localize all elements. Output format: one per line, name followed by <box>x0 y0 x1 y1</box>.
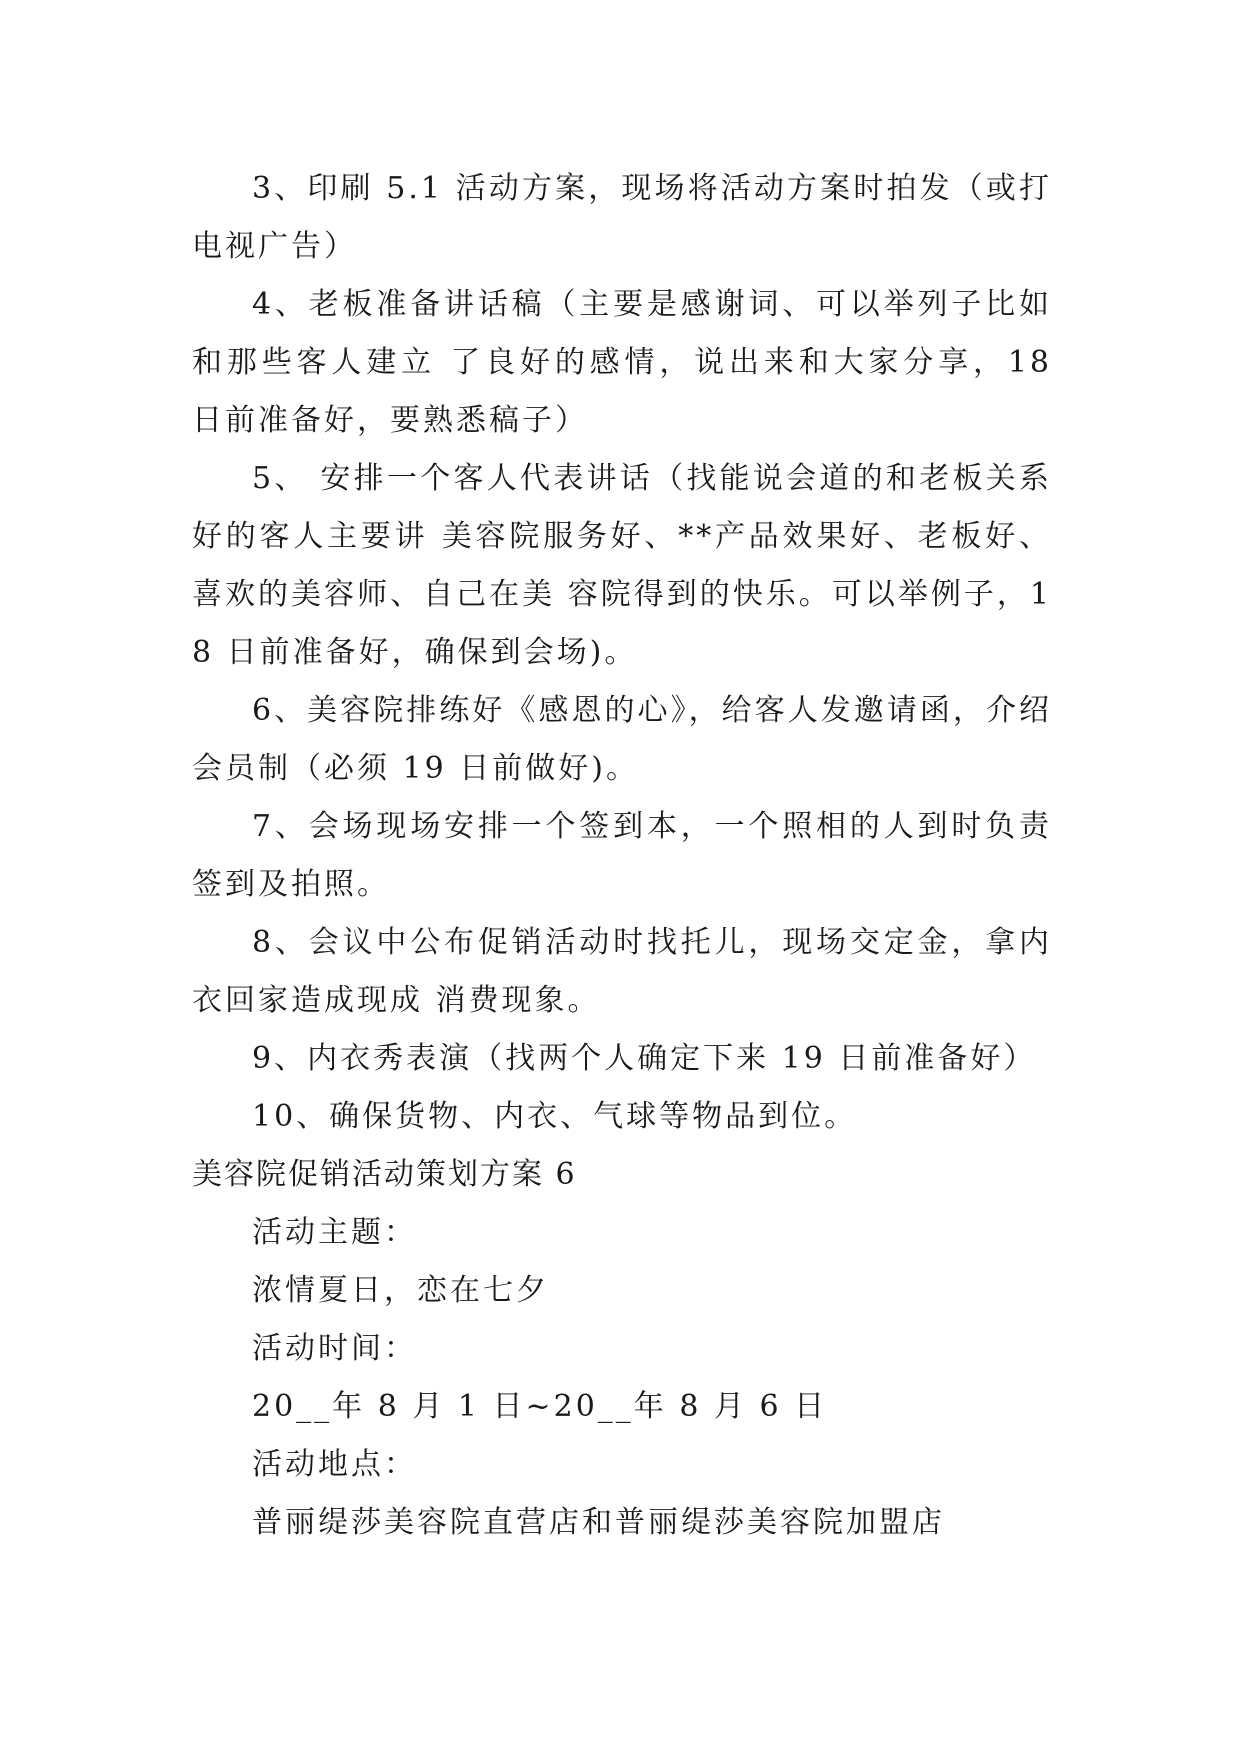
section-title: 美容院促销活动策划方案 6 <box>192 1157 577 1192</box>
theme-value: 浓情夏日，恋在七夕 <box>252 1273 549 1308</box>
paragraph-item-8: 8、会议中公布促销活动时找托儿，现场交定金，拿内衣回家造成现成 消费现象。 <box>192 925 1052 1018</box>
paragraph-item-3: 3、印刷 5.1 活动方案，现场将活动方案时拍发（或打电视广告） <box>192 171 1052 264</box>
paragraph-item-5: 5、 安排一个客人代表讲话（找能说会道的和老板关系好的客人主要讲 美容院服务好、**产品效果好、老板好、喜欢的美容师、自己在美 容院得到的快乐。可以举例子，18 日前准备好，确保到会场)。 <box>192 461 1052 670</box>
time-value: 20__年 8 月 1 日~20__年 8 月 6 日 <box>252 1389 828 1424</box>
paragraph-item-4: 4、老板准备讲话稿（主要是感谢词、可以举列子比如和那些客人建立 了良好的感情，说出来和大家分享，18 日前准备好，要熟悉稿子） <box>192 287 1052 438</box>
location-label: 活动地点： <box>252 1447 417 1482</box>
paragraph-item-9: 9、内衣秀表演（找两个人确定下来 19 日前准备好） <box>252 1041 1037 1076</box>
theme-label: 活动主题： <box>252 1215 417 1250</box>
time-label: 活动时间： <box>252 1331 417 1366</box>
paragraph-item-10: 10、确保货物、内衣、气球等物品到位。 <box>252 1099 858 1134</box>
location-value: 普丽缇莎美容院直营店和普丽缇莎美容院加盟店 <box>252 1505 945 1540</box>
document-body <box>192 160 1052 1552</box>
paragraph-item-6: 6、美容院排练好《感恩的心》，给客人发邀请函，介绍会员制（必须 19 日前做好)。 <box>192 693 1052 786</box>
paragraph-item-7: 7、会场现场安排一个签到本，一个照相的人到时负责签到及拍照。 <box>192 809 1052 902</box>
